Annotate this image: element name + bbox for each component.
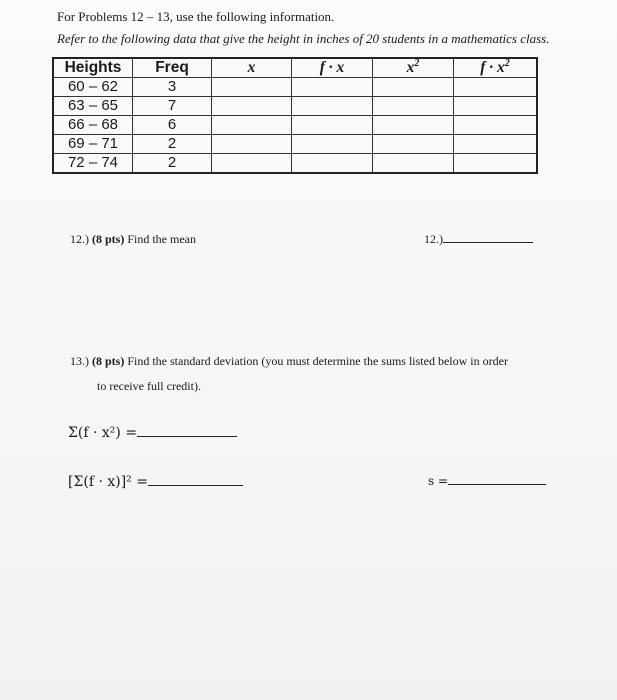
header-x-squared-base: x	[406, 59, 415, 76]
table-row	[53, 135, 537, 154]
q13-text-continued: to receive full credit).	[97, 379, 201, 393]
question-13	[70, 354, 508, 369]
cell-heights: 66 – 68	[53, 116, 133, 135]
q12-number: 12.)	[70, 232, 89, 246]
header-fx-squared-base: f · x	[480, 59, 505, 76]
header-x-squared	[373, 58, 454, 78]
intro-description: Refer to the following data that give the height in inches of 20 students in a mathematics class.	[57, 31, 550, 46]
cell-fx-blank[interactable]	[292, 78, 373, 97]
table-row	[53, 154, 537, 174]
intro-line: For Problems 12 – 13, use the following information.	[57, 9, 335, 24]
cell-heights: 72 – 74	[53, 154, 133, 174]
header-heights: Heights	[53, 58, 133, 78]
frequency-table	[52, 57, 538, 174]
header-x-squared-exp: 2	[414, 58, 420, 69]
header-fx: f · x	[292, 58, 373, 78]
cell-x2-blank[interactable]	[373, 154, 454, 174]
cell-x-blank[interactable]	[212, 135, 292, 154]
sum-fx2-row	[68, 425, 237, 441]
cell-x-blank[interactable]	[212, 116, 292, 135]
q12-points: (8 pts)	[92, 232, 125, 246]
cell-x2-blank[interactable]	[373, 97, 454, 116]
header-fx-squared	[454, 58, 538, 78]
cell-fx-blank[interactable]	[292, 97, 373, 116]
cell-fx-blank[interactable]	[292, 154, 373, 174]
cell-x-blank[interactable]	[212, 154, 292, 174]
question-12	[70, 232, 196, 247]
cell-fx-blank[interactable]	[292, 135, 373, 154]
sum-fx-squared-row	[68, 474, 243, 490]
cell-x2-blank[interactable]	[373, 116, 454, 135]
cell-fx2-blank[interactable]	[454, 116, 538, 135]
cell-fx2-blank[interactable]	[454, 135, 538, 154]
table-header-row	[53, 58, 537, 78]
sum-fx2-blank[interactable]	[137, 436, 237, 437]
cell-freq: 2	[133, 135, 212, 154]
q13-points: (8 pts)	[92, 354, 125, 368]
cell-x2-blank[interactable]	[373, 78, 454, 97]
cell-heights: 60 – 62	[53, 78, 133, 97]
q12-answer	[424, 232, 533, 247]
q13-number: 13.)	[70, 354, 89, 368]
cell-fx-blank[interactable]	[292, 116, 373, 135]
cell-freq: 3	[133, 78, 212, 97]
s-answer-blank[interactable]	[448, 484, 546, 485]
table-row	[53, 97, 537, 116]
s-label: s =	[428, 474, 449, 488]
sum-fx-squared-blank[interactable]	[148, 485, 243, 486]
cell-heights: 69 – 71	[53, 135, 133, 154]
sum-fx-squared-label: [Σ(f · x)]² =	[68, 474, 148, 490]
cell-x-blank[interactable]	[212, 78, 292, 97]
q12-answer-blank[interactable]	[443, 242, 533, 243]
cell-fx2-blank[interactable]	[454, 154, 538, 174]
cell-fx2-blank[interactable]	[454, 97, 538, 116]
header-x: x	[212, 58, 292, 78]
header-freq: Freq	[133, 58, 212, 78]
q12-answer-label: 12.)	[424, 232, 443, 246]
table-row	[53, 116, 537, 135]
std-dev-answer	[428, 474, 546, 488]
cell-x-blank[interactable]	[212, 97, 292, 116]
cell-freq: 2	[133, 154, 212, 174]
cell-freq: 7	[133, 97, 212, 116]
cell-freq: 6	[133, 116, 212, 135]
cell-heights: 63 – 65	[53, 97, 133, 116]
table-row	[53, 78, 537, 97]
q12-text: Find the mean	[127, 232, 196, 246]
header-fx-squared-exp: 2	[504, 58, 510, 69]
sum-fx2-label: Σ(f · x²) =	[68, 425, 138, 441]
cell-fx2-blank[interactable]	[454, 78, 538, 97]
cell-x2-blank[interactable]	[373, 135, 454, 154]
q13-text: Find the standard deviation (you must determine the sums listed below in order	[127, 354, 508, 368]
